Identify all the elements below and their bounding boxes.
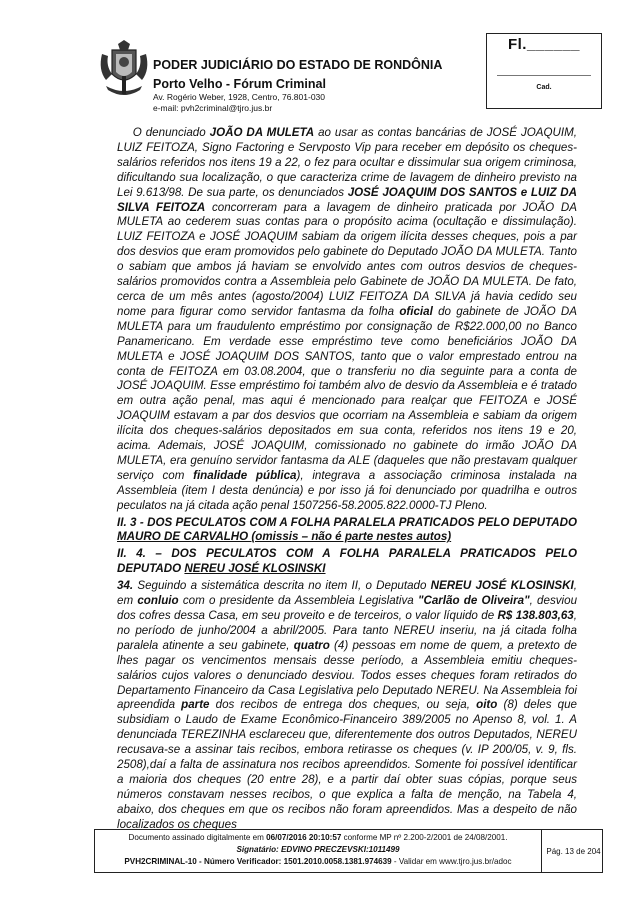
- court-address: Av. Rogério Weber, 1928, Centro, 76.801-030: [153, 92, 326, 102]
- paragraph-34: 34. Seguindo a sistemática descrita no item II, o Deputado NEREU JOSÉ KLOSINSKI, em conluio com o presidente da Assembleia Legislativa "Carlão de Oliveira", desviou dos cofres dessa Casa, em seu proveito e de terceiros, o valor líquido de R$ 138.803,63, no período de junho/2004 a abril/2005. Para tanto NEREU inseriu, na já citada folha paralela atinente a seu gabinete, quatro (4) pessoas em nome de quem, a pretexto de lhes pagar os vencimentos mensais desse período, a Assembleia emitiu cheques-salários cujos valores o denunciado desviou. Todos esses cheques foram retirados do Departamento Financeiro da Casa Legislativa pelo Deputado NEREU. Na Assembleia foi apreendida parte dos recibos de entrega dos cheques, ou seja, oito (8) deles que subsidiam o Laudo de Exame Econômico-Financeiro 389/2005 no Apenso 8, vol. 1. A denunciada TEREZINHA esclareceu que, diferentemente dos outros Deputados, NEREU recusava-se a assinar tais recibos, embora retirasse os cheques (v. IP 200/05, v. 9, fls. 2508),daí a falta de assinatura nos recibos apreendidos. Somente foi possível identificar a maioria dos cheques (20 entre 28), e a partir daí obter suas cópias, porque seus números constavam nesses recibos, o que explica a falta de menção, na Tabela 4, abaixo, dos cheques em que os recibos não foram apreendidos. Mas a despeito de não localizados os cheques: [117, 579, 578, 831]
- section-heading-ii-3: II. 3 - DOS PECULATOS COM A FOLHA PARALELA PRATICADOS PELO DEPUTADO MAURO DE CARVALHO (omissis – não é parte nestes autos): [117, 515, 577, 544]
- validation-link[interactable]: - Validar em www.tjro.jus.br/adoc: [391, 857, 512, 866]
- section-heading-ii-4: II. 4. – DOS PECULATOS COM A FOLHA PARALELA PRATICADOS PELO DEPUTADO NEREU JOSÉ KLOSINSKI: [117, 547, 577, 576]
- document-header: [153, 58, 483, 114]
- footer-verifier: PVH2CRIMINAL-10 - Número Verificador: 1501.2010.0058.1381.974639 - Validar em www.tjro.jus.br/adoc: [124, 857, 512, 866]
- court-name: PODER JUDICIÁRIO DO ESTADO DE RONDÔNIA: [153, 58, 443, 72]
- emphasis-name: JOÃO DA MULETA: [209, 126, 315, 139]
- cad-label: Cad.: [536, 84, 552, 91]
- emphasis-name: JOSÉ JOAQUIM DOS SANTOS e LUIZ DA SILVA FEITOZA: [117, 185, 577, 214]
- footer-text: [95, 832, 541, 868]
- signature-footer: [94, 829, 603, 873]
- folio-label: Fl.______: [507, 36, 581, 53]
- paragraph-number: 34.: [117, 579, 134, 593]
- footer-line-1: Documento assinado digitalmente em 06/07/2016 20:10:57 conforme MP nº 2.200-2/2001 de 24/08/2001.: [128, 833, 508, 842]
- page-number: Pág. 13 de 204: [541, 830, 605, 872]
- emphasis-word: finalidade pública: [193, 468, 297, 482]
- paragraph-denunciado: O denunciado JOÃO DA MULETA ao usar as contas bancárias de JOSÉ JOAQUIM, LUIZ FEITOZA, Signo Factoring e Servposto Vip para receber em depósito os cheques-salários referidos nos itens 19 a 22, o fez para ocultar e dissimular sua origem criminosa, dificultando sua localização, o que caracteriza crime de lavagem de dinheiro previsto na Lei 9.613/98. De sua parte, os denunciados JOSÉ JOAQUIM DOS SANTOS e LUIZ DA SILVA FEITOZA concorreram para a lavagem de dinheiro praticada por JOÃO DA MULETA ao cederem suas contas para o propósito acima (ocultação e dissimulação). LUIZ FEITOZA e JOSÉ JOAQUIM sabiam da origem ilícita desses cheques, pois a par dos desvios que eram promovidos pelo gabinete do Deputado JOÃO DA MULETA. Tanto o sabiam que ambos já haviam se envolvido antes com outros desvios de cheques-salários promovidos contra a Assembleia pelo Gabinete de JOÃO DA MULETA. De fato, cerca de um mês antes (agosto/2004) LUIZ FEITOZA DA SILVA já havia cedido seu nome para figurar como servidor fantasma da folha oficial do gabinete de JOÃO DA MULETA para um fraudulento empréstimo por consignação de R$22.000,00 no Banco Panamericano. Em verdade esse empréstimo teve como beneficiários JOÃO DA MULETA e JOSÉ JOAQUIM DOS SANTOS, tanto que o valor emprestado entrou na conta de FEITOZA em 03.08.2004, que o transferiu no dia seguinte para a conta de JOSÉ JOAQUIM. Esse empréstimo foi também alvo de desvio da Assembleia e é tratado em outra ação penal, mas aqui é mencionado para realçar que FEITOZA e JOSÉ JOAQUIM estavam a par dos desvios que ocorriam na Assembleia e sabiam da origem ilícita dos cheques-salários depositados em sua conta, referidos nos itens 19 e 20, acima. Ademais, JOSÉ JOAQUIM, comissionado no gabinete do irmão JOÃO DA MULETA, era genuíno servidor fantasma da ALE (daqueles que não prestavam qualquer serviço com finalidade pública), integrava a associação criminosa instalada na Assembleia (item I desta denúncia) e por isso já foi denunciado por quadrilha e outros peculatos na já citada ação penal 1507256-58.2005.822.0000-TJ Pleno.: [117, 126, 578, 512]
- folio-signature-line: [497, 75, 591, 76]
- folio-box: [486, 33, 602, 109]
- court-email: e-mail: pvh2criminal@tjro.jus.br: [153, 103, 273, 113]
- document-body: [117, 126, 577, 833]
- forum-name: Porto Velho - Fórum Criminal: [153, 77, 326, 91]
- footer-signatory: Signatário: EDVINO PRECZEVSKI:1011499: [236, 845, 400, 854]
- emphasis-word: oficial: [399, 304, 433, 318]
- court-seal-icon: [96, 40, 152, 100]
